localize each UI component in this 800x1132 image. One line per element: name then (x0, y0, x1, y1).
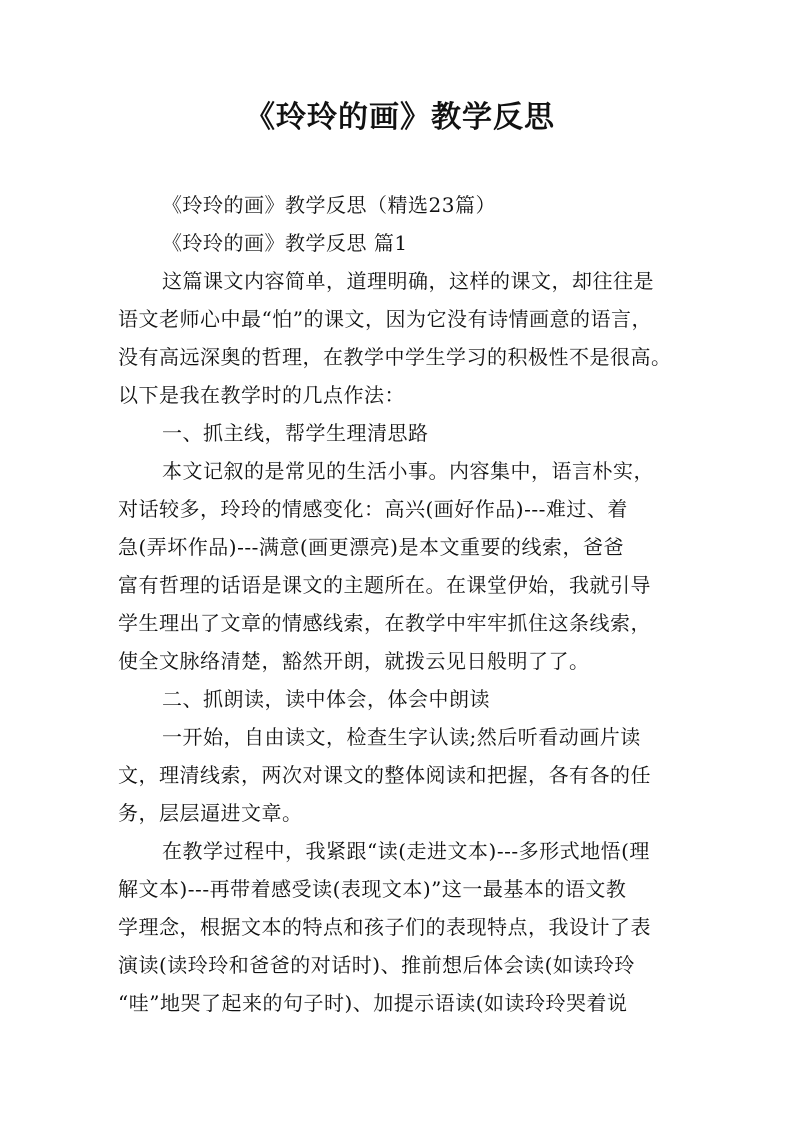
paragraph-line: 对话较多，玲玲的情感变化：高兴(画好作品)---难过、着 (118, 497, 628, 521)
paragraph-line: 没有高远深奥的哲理，在教学中学生学习的积极性不是很高。 (118, 345, 672, 369)
section-heading: 二、抓朗读，读中体会，体会中朗读 (162, 687, 490, 711)
paragraph-line: 解文本)---再带着感受读(表现文本)”这一最基本的语文教 (118, 877, 627, 901)
paragraph-line: 在教学过程中，我紧跟“读(走进文本)---多形式地悟(理 (162, 839, 650, 863)
paragraph-line: 文，理清线索，两次对课文的整体阅读和把握，各有各的任 (118, 763, 651, 787)
paragraph-line: 本文记叙的是常见的生活小事。内容集中，语言朴实， (162, 459, 654, 483)
document-title: 《玲玲的画》教学反思 (245, 100, 555, 135)
paragraph-line: 使全文脉络清楚，豁然开朗，就拨云见日般明了了。 (118, 649, 590, 673)
paragraph-line: 务，层层逼进文章。 (118, 801, 303, 825)
subtitle-line: 《玲玲的画》教学反思（精选23篇） (162, 193, 496, 217)
document-body (118, 186, 684, 1022)
paragraph-line: 这篇课文内容简单，道理明确，这样的课文，却往往是 (162, 269, 654, 293)
paragraph-line: 演读(读玲玲和爸爸的对话时)、推前想后体会读(如读玲玲 (118, 953, 635, 977)
section-heading: 《玲玲的画》教学反思 篇1 (162, 231, 408, 255)
paragraph-line: 学生理出了文章的情感线索，在教学中牢牢抓住这条线索， (118, 611, 651, 635)
section-heading: 一、抓主线，帮学生理清思路 (162, 421, 429, 445)
paragraph-line: 急(弄坏作品)---满意(画更漂亮)是本文重要的线索，爸爸 (118, 535, 624, 559)
paragraph-line: 富有哲理的话语是课文的主题所在。在课堂伊始，我就引导 (118, 573, 651, 597)
paragraph-line: “哇”地哭了起来的句子时)、加提示语读(如读玲玲哭着说 (118, 991, 628, 1015)
paragraph-line: 一开始，自由读文，检查生字认读;然后听看动画片读 (162, 725, 641, 749)
paragraph-line: 学理念，根据文本的特点和孩子们的表现特点，我设计了表 (118, 915, 651, 939)
paragraph-line: 以下是我在教学时的几点作法： (118, 383, 405, 407)
paragraph-line: 语文老师心中最“怕”的课文，因为它没有诗情画意的语言， (118, 307, 652, 331)
